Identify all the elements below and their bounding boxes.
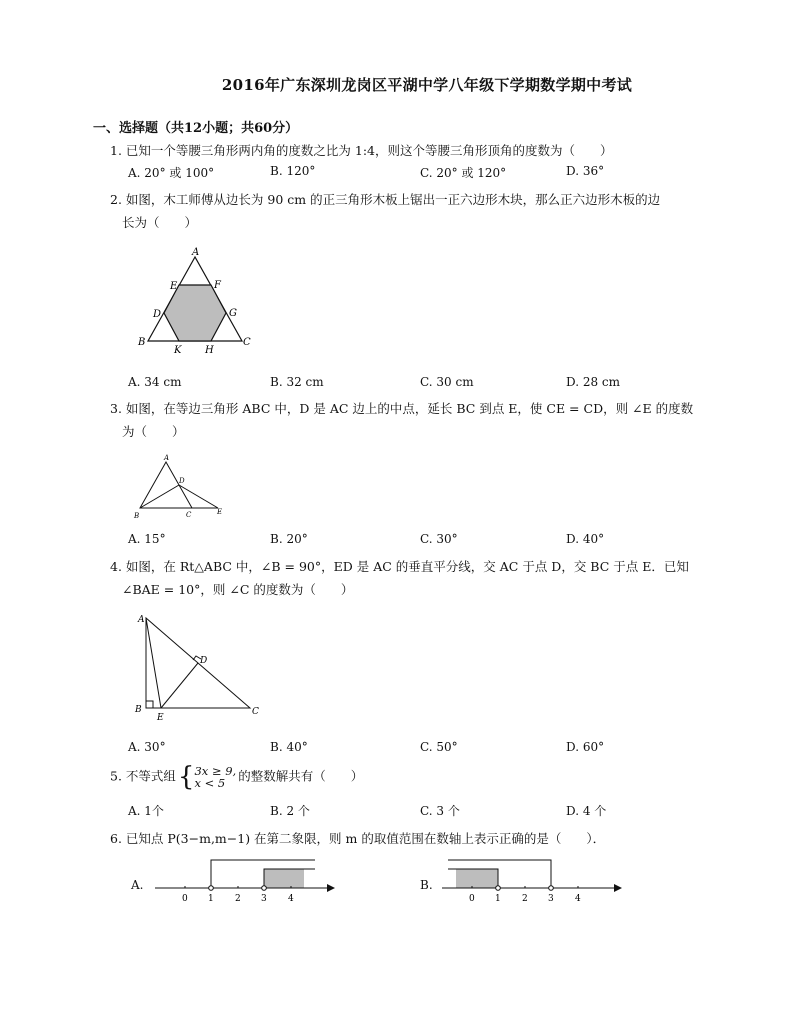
- question-3-stem-line2: 为（ ）: [122, 424, 185, 439]
- segment-bd: [140, 485, 179, 508]
- label-b: B: [138, 337, 146, 348]
- option-a: A. 15°: [128, 532, 166, 546]
- question-6-stem: 6. 已知点 P(3−m,m−1) 在第二象限，则 m 的取值范围在数轴上表示正确的是（ ）．: [110, 831, 606, 846]
- section-heading: 一、选择题（共12小题；共60分）: [93, 121, 299, 136]
- label-e: E: [217, 508, 223, 516]
- option-d: D. 60°: [566, 740, 605, 754]
- tick-2: 2: [522, 894, 528, 904]
- option-b: B. 40°: [270, 740, 308, 754]
- option-a: A. 30°: [128, 740, 166, 754]
- open-dot-1: [496, 886, 501, 891]
- label-e: E: [157, 713, 164, 723]
- option-b: B. 32 cm: [270, 375, 324, 389]
- question-3-stem-line1: 3. 如图，在等边三角形 ABC 中，D 是 AC 边上的中点，延长 BC 到点 E，使 CE = CD，则 ∠E 的度数: [110, 401, 694, 416]
- option-a-label: A.: [131, 878, 144, 892]
- inequality-system: [178, 764, 236, 790]
- question-5-suffix: 的整数解共有（ ）: [238, 768, 364, 784]
- option-c: C. 50°: [420, 740, 458, 754]
- tick-2: 2: [235, 894, 241, 904]
- option-a: A. 34 cm: [128, 375, 182, 389]
- triangle-abc: [140, 462, 192, 508]
- label-a: A: [192, 247, 200, 258]
- question-4-options: [128, 740, 688, 758]
- open-dot-3: [549, 886, 554, 891]
- open-dot-3: [262, 886, 267, 891]
- label-c: C: [186, 511, 192, 519]
- axis-arrow-icon: [327, 884, 335, 892]
- page-title: 2016年广东深圳龙岗区平湖中学八年级下学期数学期中考试: [221, 76, 633, 94]
- label-g: G: [229, 308, 237, 319]
- option-d: D. 4 个: [566, 804, 607, 818]
- hexagon-shaded: [164, 285, 226, 341]
- equilateral-figure: [130, 452, 230, 522]
- label-k: K: [174, 345, 182, 355]
- shaded-region: [456, 869, 498, 888]
- label-b: B: [134, 512, 140, 520]
- system-row-2: x < 5: [194, 776, 226, 790]
- right-triangle-figure: [130, 608, 270, 723]
- label-h: H: [205, 345, 214, 355]
- option-c: C. 20° 或 120°: [420, 166, 507, 180]
- question-4-stem-line1: 4. 如图，在 Rt△ABC 中，∠B = 90°，ED 是 AC 的垂直平分线，交 AC 于点 D，交 BC 于点 E．已知: [110, 559, 689, 574]
- question-2-options: [128, 375, 688, 393]
- question-2-stem-line2: 长为（ ）: [122, 215, 198, 230]
- tick-0: 0: [182, 894, 188, 904]
- option-d: D. 36°: [566, 164, 605, 178]
- segment-ae: [146, 618, 161, 708]
- option-d: D. 40°: [566, 532, 605, 546]
- tick-3: 3: [548, 894, 554, 904]
- open-dot-1: [209, 886, 214, 891]
- right-angle-b: [146, 701, 153, 708]
- question-5-stem: [110, 764, 710, 790]
- number-line-b: [442, 855, 622, 905]
- hexagon-figure: [130, 245, 260, 355]
- option-b: B. 120°: [270, 164, 316, 178]
- option-a: A. 20° 或 100°: [128, 166, 215, 180]
- question-5-prefix: 5. 不等式组: [110, 768, 176, 784]
- label-c: C: [252, 707, 259, 717]
- tick-3: 3: [261, 894, 267, 904]
- label-e: E: [170, 281, 178, 292]
- option-b: B. 2 个: [270, 804, 310, 818]
- left-brace-icon: {: [177, 762, 195, 792]
- option-b: B. 20°: [270, 532, 308, 546]
- option-c: C. 30°: [420, 532, 458, 546]
- tick-4: 4: [575, 894, 581, 904]
- label-f: F: [214, 280, 221, 291]
- label-a: A: [138, 615, 145, 625]
- option-a: A. 1个: [128, 804, 164, 818]
- tick-4: 4: [288, 894, 294, 904]
- question-4-stem-line2: ∠BAE = 10°，则 ∠C 的度数为（ ）: [122, 582, 354, 597]
- tick-1: 1: [495, 894, 501, 904]
- segment-de: [179, 485, 218, 508]
- label-b: B: [135, 705, 142, 715]
- label-d: D: [200, 656, 208, 666]
- tick-0: 0: [469, 894, 475, 904]
- option-c: C. 3 个: [420, 804, 460, 818]
- question-1-options: [128, 164, 688, 182]
- label-d: D: [153, 309, 162, 320]
- option-c: C. 30 cm: [420, 375, 474, 389]
- system-row-1: 3x ≥ 9,: [194, 764, 237, 778]
- number-line-a: [155, 855, 335, 905]
- question-2-stem-line1: 2. 如图，木工师傅从边长为 90 cm 的正三角形木板上锯出一正六边形木块，那么正六边形木板的边: [110, 192, 661, 207]
- question-1-stem: 1. 已知一个等腰三角形两内角的度数之比为 1:4，则这个等腰三角形顶角的度数为（ ）: [110, 143, 613, 158]
- label-d: D: [179, 477, 185, 485]
- label-c: C: [243, 337, 251, 348]
- tick-1: 1: [208, 894, 214, 904]
- shaded-region: [264, 869, 304, 888]
- axis-arrow-icon: [614, 884, 622, 892]
- option-b-label: B.: [420, 878, 433, 892]
- label-a: A: [164, 454, 170, 462]
- question-5-options: [128, 802, 688, 820]
- option-d: D. 28 cm: [566, 375, 621, 389]
- question-3-options: [128, 532, 688, 550]
- segment-ed: [161, 663, 198, 708]
